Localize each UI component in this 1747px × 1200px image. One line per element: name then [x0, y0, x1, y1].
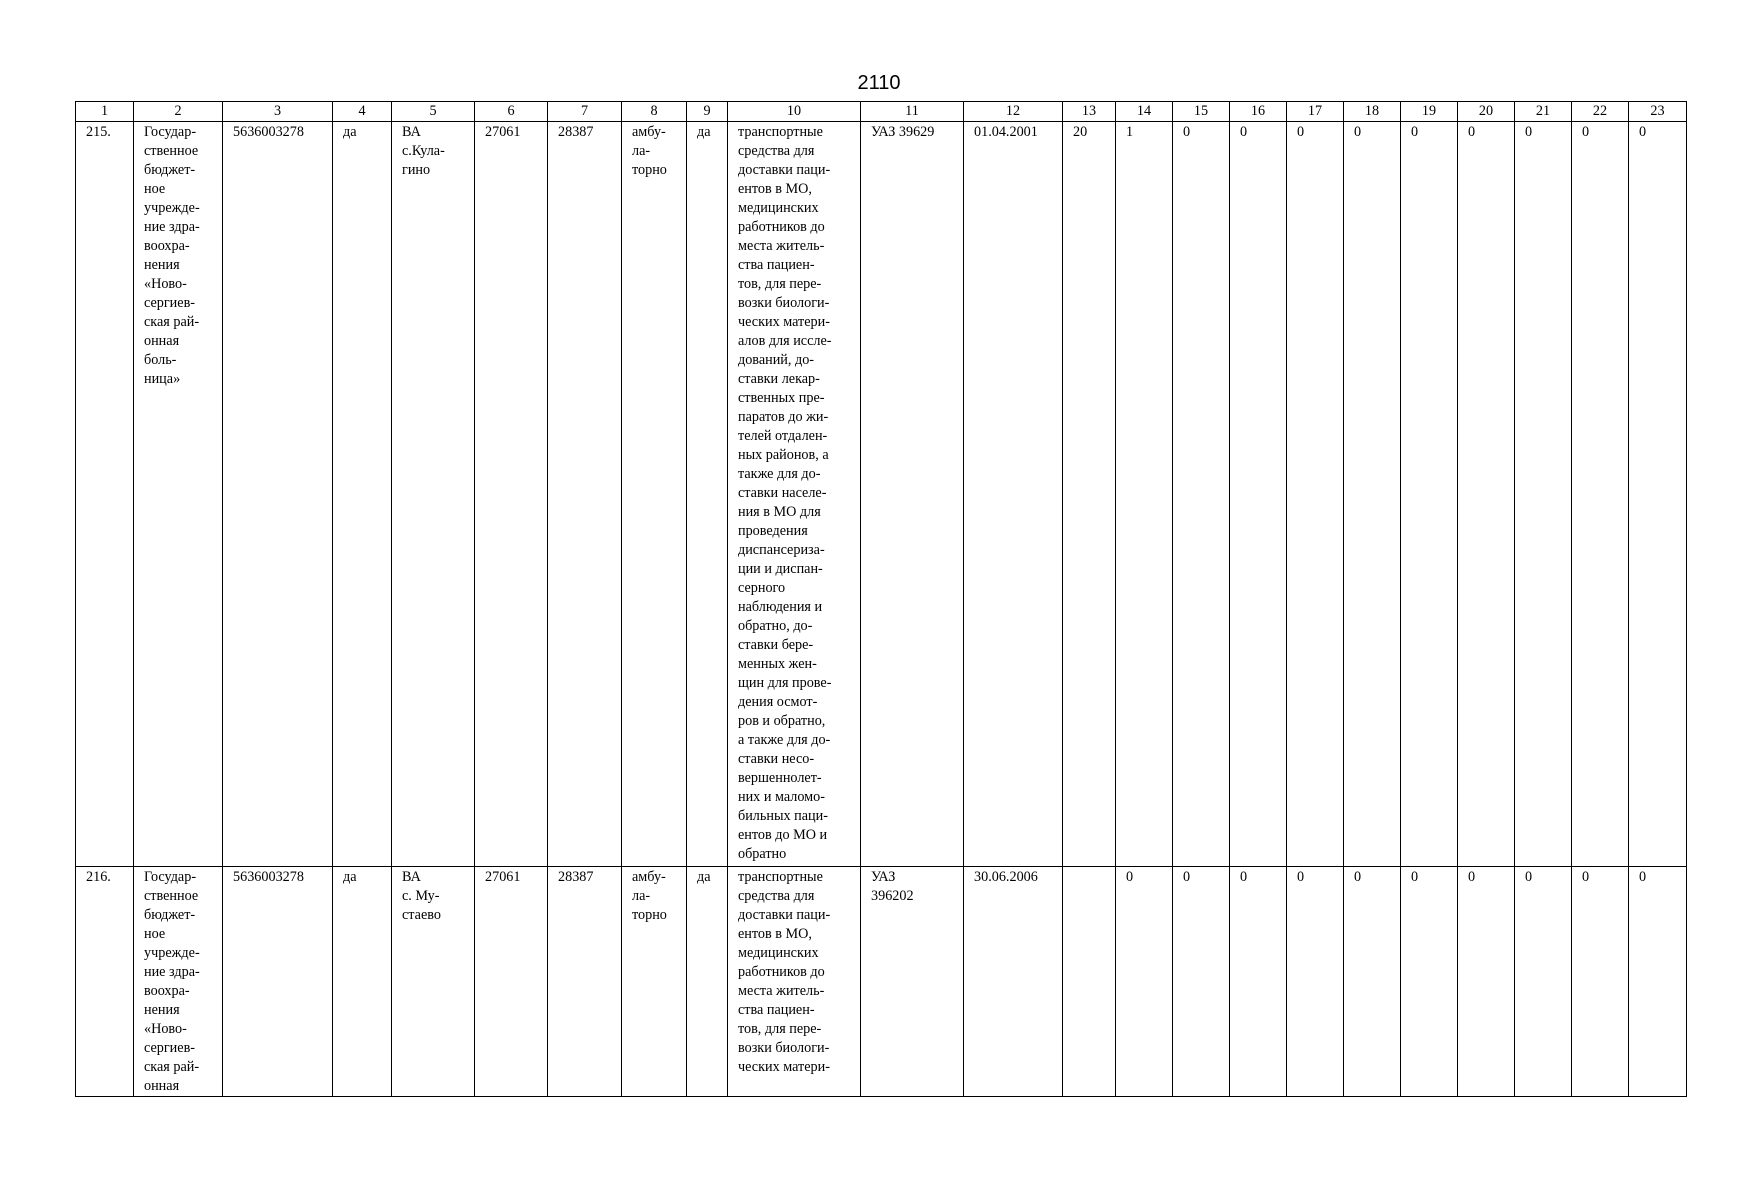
- date-cell: 01.04.2001: [964, 122, 1063, 867]
- value-cell: 20: [1063, 122, 1116, 867]
- value-cell: 0: [1458, 867, 1515, 1097]
- value-cell: 0: [1173, 122, 1230, 867]
- column-header: 1: [76, 102, 134, 122]
- date-cell: 30.06.2006: [964, 867, 1063, 1097]
- value-cell: 0: [1458, 122, 1515, 867]
- value-cell: 0: [1629, 867, 1687, 1097]
- column-header: 16: [1230, 102, 1287, 122]
- column-header: 13: [1063, 102, 1116, 122]
- column-header: 20: [1458, 102, 1515, 122]
- column-header: 18: [1344, 102, 1401, 122]
- value-cell: 0: [1344, 122, 1401, 867]
- column-number-row: [76, 102, 1687, 122]
- column-header: 21: [1515, 102, 1572, 122]
- column-header: 2: [134, 102, 223, 122]
- value-cell: [1063, 867, 1116, 1097]
- column-header: 3: [223, 102, 333, 122]
- care-type-cell: амбу- ла- торно: [622, 122, 687, 867]
- row-number-cell: 215.: [76, 122, 134, 867]
- row-number-cell: 216.: [76, 867, 134, 1097]
- column-header: 8: [622, 102, 687, 122]
- value-cell: 0: [1401, 867, 1458, 1097]
- code-cell: 27061: [475, 122, 548, 867]
- table-row: [76, 867, 1687, 1097]
- inn-cell: 5636003278: [223, 867, 333, 1097]
- flag-cell: да: [333, 867, 392, 1097]
- value-cell: 1: [1116, 122, 1173, 867]
- value-cell: 0: [1401, 122, 1458, 867]
- column-header: 22: [1572, 102, 1629, 122]
- care-type-cell: амбу- ла- торно: [622, 867, 687, 1097]
- column-header: 12: [964, 102, 1063, 122]
- value-cell: 0: [1173, 867, 1230, 1097]
- value-cell: 0: [1116, 867, 1173, 1097]
- flag-cell: да: [687, 122, 728, 867]
- inn-cell: 5636003278: [223, 122, 333, 867]
- value-cell: 0: [1515, 867, 1572, 1097]
- purpose-cell: транспортные средства для доставки паци- ентов в МО, медицинских работников до места житель- ства пациен- тов, для пере- возки биологи- ческих матери- алов для иссле- дований, до- ставки лекар- ственных пре- паратов до жи- телей отдален- ных районов, а также для до- ставки населе- ния в МО для проведения диспансериза- ции и диспан- серного наблюдения и обратно, до- ставки бере- менных жен- щин для прове- дения осмот- ров и обратно, а также для до- ставки несо- вершеннолет- них и маломо- бильных паци- ентов до МО и обратно: [728, 122, 861, 867]
- location-cell: ВА с. Му- стаево: [392, 867, 475, 1097]
- value-cell: 0: [1344, 867, 1401, 1097]
- purpose-cell: транспортные средства для доставки паци- ентов в МО, медицинских работников до места житель- ства пациен- тов, для пере- возки биологи- ческих матери-: [728, 867, 861, 1097]
- code-cell: 27061: [475, 867, 548, 1097]
- code-cell: 28387: [548, 867, 622, 1097]
- organization-cell: Государ- ственное бюджет- ное учрежде- ние здра- воохра- нения «Ново- сергиев- ская рай- онная боль- ница»: [134, 122, 223, 867]
- column-header: 6: [475, 102, 548, 122]
- column-header: 15: [1173, 102, 1230, 122]
- flag-cell: да: [687, 867, 728, 1097]
- column-header: 7: [548, 102, 622, 122]
- column-header: 11: [861, 102, 964, 122]
- vehicle-model-cell: УАЗ 396202: [861, 867, 964, 1097]
- location-cell: ВА с.Кула- гино: [392, 122, 475, 867]
- value-cell: 0: [1287, 122, 1344, 867]
- column-header: 23: [1629, 102, 1687, 122]
- value-cell: 0: [1230, 867, 1287, 1097]
- organization-cell: Государ- ственное бюджет- ное учрежде- ние здра- воохра- нения «Ново- сергиев- ская рай- онная: [134, 867, 223, 1097]
- column-header: 14: [1116, 102, 1173, 122]
- column-header: 4: [333, 102, 392, 122]
- column-header: 5: [392, 102, 475, 122]
- column-header: 9: [687, 102, 728, 122]
- registry-table: [75, 101, 1687, 1097]
- value-cell: 0: [1572, 867, 1629, 1097]
- code-cell: 28387: [548, 122, 622, 867]
- value-cell: 0: [1287, 867, 1344, 1097]
- column-header: 17: [1287, 102, 1344, 122]
- value-cell: 0: [1572, 122, 1629, 867]
- table-row: [76, 122, 1687, 867]
- vehicle-model-cell: УАЗ 39629: [861, 122, 964, 867]
- flag-cell: да: [333, 122, 392, 867]
- page-number: 2110: [857, 72, 901, 94]
- value-cell: 0: [1515, 122, 1572, 867]
- value-cell: 0: [1230, 122, 1287, 867]
- column-header: 19: [1401, 102, 1458, 122]
- column-header: 10: [728, 102, 861, 122]
- value-cell: 0: [1629, 122, 1687, 867]
